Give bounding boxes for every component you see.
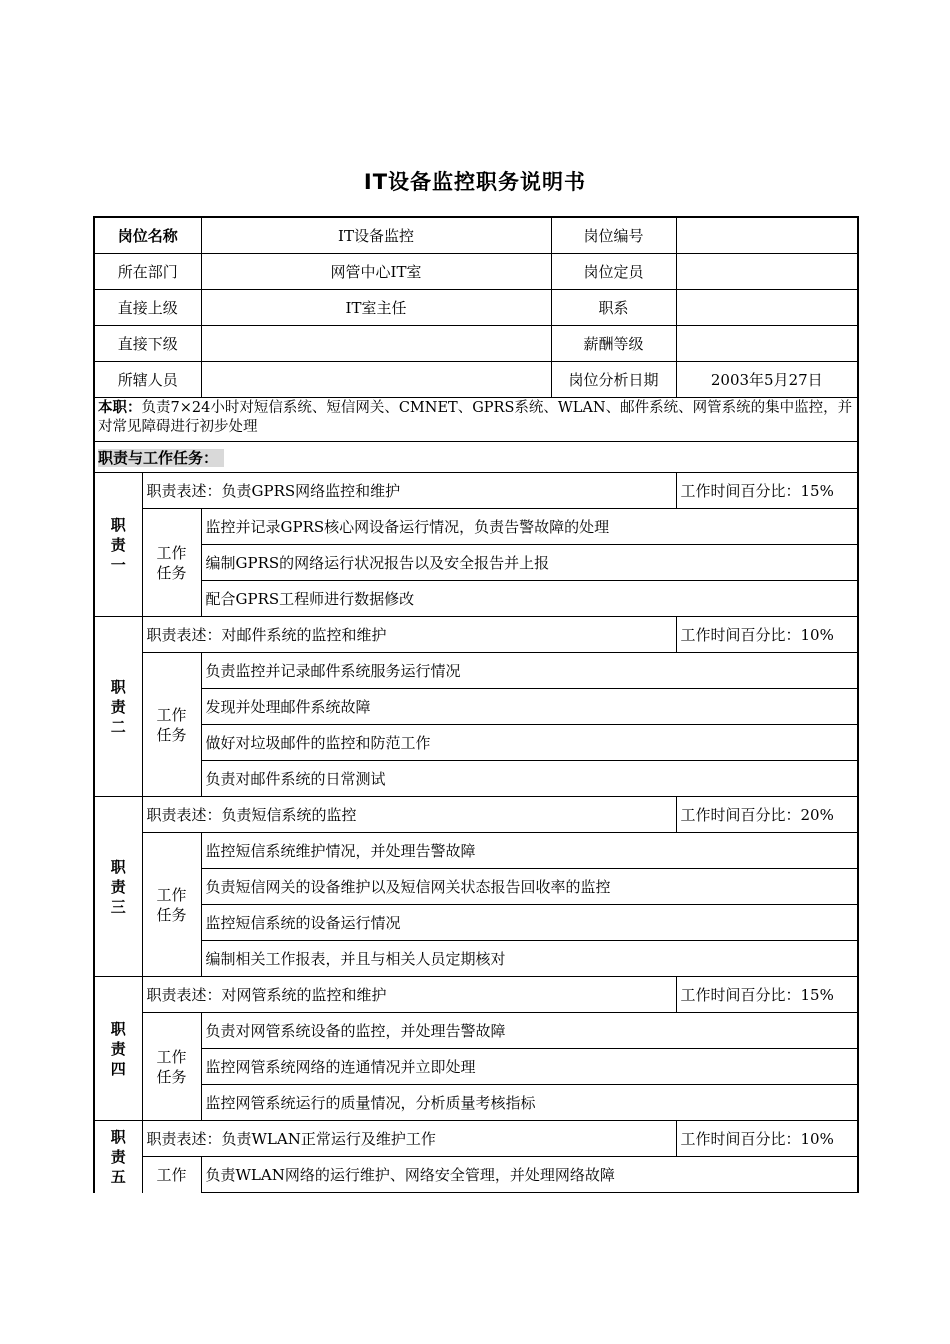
duty-4-label: 职责四 xyxy=(94,977,142,1121)
field-value-subordinate xyxy=(201,326,551,362)
duty-3-task-1: 监控短信系统维护情况，并处理告警故障 xyxy=(201,833,858,869)
duty-4-task-1: 负责对网管系统设备的监控，并处理告警故障 xyxy=(201,1013,858,1049)
field-value-headcount xyxy=(676,254,858,290)
field-label-staff: 所辖人员 xyxy=(94,362,201,398)
field-label-pay-grade: 薪酬等级 xyxy=(551,326,676,362)
page-title: IT设备监控职务说明书 xyxy=(363,170,587,194)
field-label-post-name: 岗位名称 xyxy=(94,217,201,254)
field-value-superior: IT室主任 xyxy=(201,290,551,326)
duty-3-description: 职责表述：负责短信系统的监控 xyxy=(142,797,676,833)
duty-5-label: 职责五 xyxy=(94,1121,142,1193)
duties-header-label: 职责与工作任务： xyxy=(98,449,224,467)
duty-5-task-label: 工作 xyxy=(142,1157,201,1193)
field-label-analysis-date: 岗位分析日期 xyxy=(551,362,676,398)
duty-5-description: 职责表述：负责WLAN正常运行及维护工作 xyxy=(142,1121,676,1157)
duty-4-task-3: 监控网管系统运行的质量情况，分析质量考核指标 xyxy=(201,1085,858,1121)
field-value-department: 网管中心IT室 xyxy=(201,254,551,290)
duty-2-percent: 工作时间百分比：10% xyxy=(676,617,858,653)
duty-3-task-label: 工作任务 xyxy=(142,833,201,977)
duty-2-task-3: 做好对垃圾邮件的监控和防范工作 xyxy=(201,725,858,761)
duty-5-percent: 工作时间百分比：10% xyxy=(676,1121,858,1157)
duty-3-percent: 工作时间百分比：20% xyxy=(676,797,858,833)
duty-3-task-2: 负责短信网关的设备维护以及短信网关状态报告回收率的监控 xyxy=(201,869,858,905)
duty-1-task-1: 监控并记录GPRS核心网设备运行情况，负责告警故障的处理 xyxy=(201,509,858,545)
field-value-analysis-date: 2003年5月27日 xyxy=(676,362,858,398)
job-summary-text: 负责7×24小时对短信系统、短信网关、CMNET、GPRS系统、WLAN、邮件系统、网管系统的集中监控，并对常见障碍进行初步处理 xyxy=(98,400,853,435)
duty-1-description: 职责表述：负责GPRS网络监控和维护 xyxy=(142,473,676,509)
field-label-department: 所在部门 xyxy=(94,254,201,290)
duty-2-task-1: 负责监控并记录邮件系统服务运行情况 xyxy=(201,653,858,689)
duty-2-task-2: 发现并处理邮件系统故障 xyxy=(201,689,858,725)
duty-5-task-1: 负责WLAN网络的运行维护、网络安全管理，并处理网络故障 xyxy=(201,1157,858,1193)
duty-1-task-3: 配合GPRS工程师进行数据修改 xyxy=(201,581,858,617)
duty-1-percent: 工作时间百分比：15% xyxy=(676,473,858,509)
duty-4-task-label: 工作任务 xyxy=(142,1013,201,1121)
duty-1-task-2: 编制GPRS的网络运行状况报告以及安全报告并上报 xyxy=(201,545,858,581)
duty-4-description: 职责表述：对网管系统的监控和维护 xyxy=(142,977,676,1013)
job-summary xyxy=(94,398,858,442)
duty-2-description: 职责表述：对邮件系统的监控和维护 xyxy=(142,617,676,653)
duties-header xyxy=(94,442,858,473)
duty-1-task-label: 工作任务 xyxy=(142,509,201,617)
field-label-job-family: 职系 xyxy=(551,290,676,326)
field-label-superior: 直接上级 xyxy=(94,290,201,326)
duty-2-label: 职责二 xyxy=(94,617,142,797)
field-label-subordinate: 直接下级 xyxy=(94,326,201,362)
duty-2-task-4: 负责对邮件系统的日常测试 xyxy=(201,761,858,797)
field-value-staff xyxy=(201,362,551,398)
field-label-headcount: 岗位定员 xyxy=(551,254,676,290)
job-summary-label: 本职： xyxy=(98,400,142,416)
duty-3-task-3: 监控短信系统的设备运行情况 xyxy=(201,905,858,941)
duty-3-task-4: 编制相关工作报表，并且与相关人员定期核对 xyxy=(201,941,858,977)
duty-1-label: 职责一 xyxy=(94,473,142,617)
field-value-post-name: IT设备监控 xyxy=(201,217,551,254)
field-value-job-family xyxy=(676,290,858,326)
duty-3-label: 职责三 xyxy=(94,797,142,977)
field-value-pay-grade xyxy=(676,326,858,362)
duty-4-task-2: 监控网管系统网络的连通情况并立即处理 xyxy=(201,1049,858,1085)
duty-2-task-label: 工作任务 xyxy=(142,653,201,797)
duty-4-percent: 工作时间百分比：15% xyxy=(676,977,858,1013)
field-label-post-number: 岗位编号 xyxy=(551,217,676,254)
job-description-table xyxy=(93,216,859,1193)
field-value-post-number xyxy=(676,217,858,254)
